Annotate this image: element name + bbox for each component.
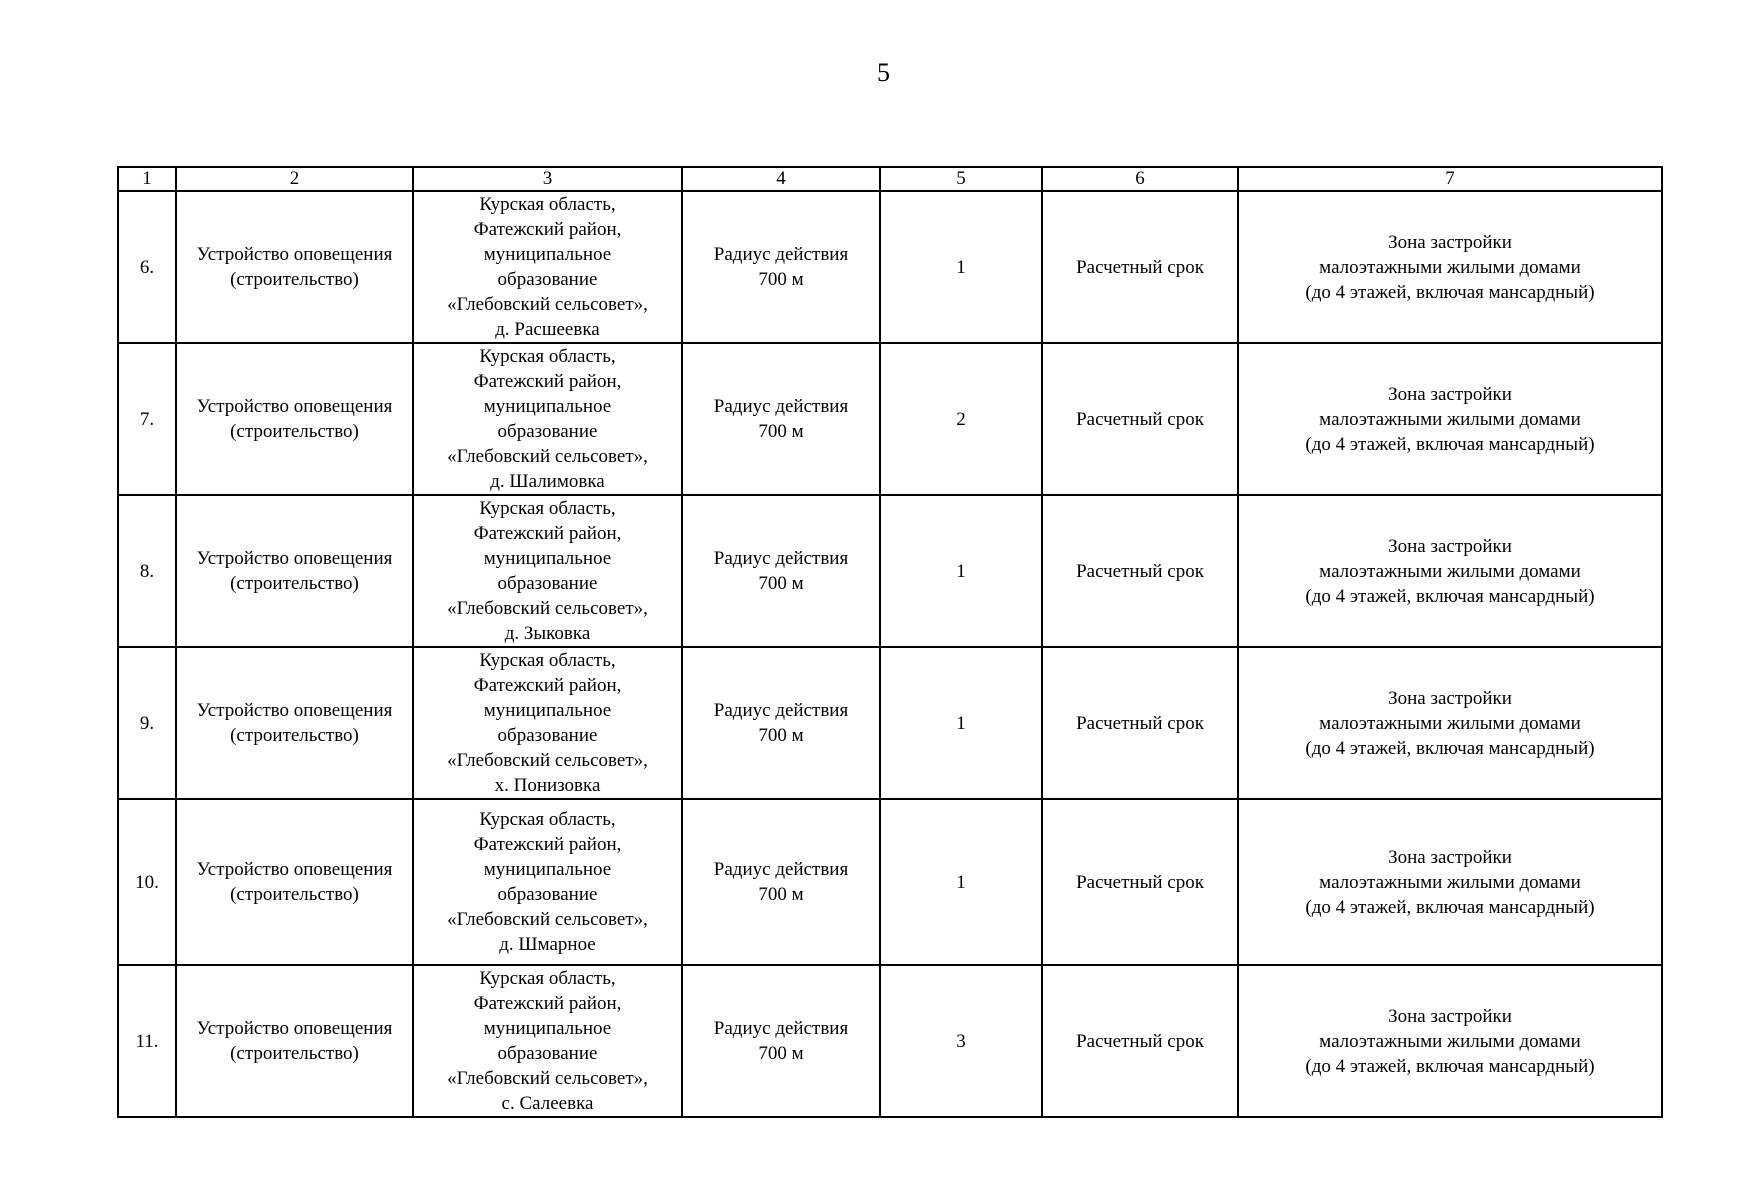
object-name: Устройство оповещения (строительство) bbox=[176, 191, 413, 343]
table-row bbox=[118, 965, 1662, 1117]
table-row bbox=[118, 343, 1662, 495]
column-header-3: 3 bbox=[413, 167, 682, 191]
table-row bbox=[118, 647, 1662, 799]
column-header-5: 5 bbox=[880, 167, 1042, 191]
implementation-term: Расчетный срок bbox=[1042, 647, 1238, 799]
object-characteristics: Радиус действия 700 м bbox=[682, 191, 880, 343]
object-characteristics: Радиус действия 700 м bbox=[682, 495, 880, 647]
implementation-term: Расчетный срок bbox=[1042, 191, 1238, 343]
row-number: 9. bbox=[118, 647, 176, 799]
column-number-row bbox=[118, 167, 1662, 191]
objects-table bbox=[117, 166, 1663, 1118]
column-header-1: 1 bbox=[118, 167, 176, 191]
row-number: 6. bbox=[118, 191, 176, 343]
object-location: Курская область, Фатежский район, муниципальное образование «Глебовский сельсовет», д. Расшеевка bbox=[413, 191, 682, 343]
object-name: Устройство оповещения (строительство) bbox=[176, 343, 413, 495]
object-quantity: 1 bbox=[880, 191, 1042, 343]
object-location: Курская область, Фатежский район, муниципальное образование «Глебовский сельсовет», д. Шмарное bbox=[413, 799, 682, 965]
functional-zone: Зона застройки малоэтажными жилыми домами (до 4 этажей, включая мансардный) bbox=[1238, 647, 1662, 799]
implementation-term: Расчетный срок bbox=[1042, 799, 1238, 965]
object-location: Курская область, Фатежский район, муниципальное образование «Глебовский сельсовет», д. Шалимовка bbox=[413, 343, 682, 495]
table-row bbox=[118, 495, 1662, 647]
implementation-term: Расчетный срок bbox=[1042, 965, 1238, 1117]
object-characteristics: Радиус действия 700 м bbox=[682, 965, 880, 1117]
object-characteristics: Радиус действия 700 м bbox=[682, 647, 880, 799]
column-header-7: 7 bbox=[1238, 167, 1662, 191]
object-name: Устройство оповещения (строительство) bbox=[176, 799, 413, 965]
object-name: Устройство оповещения (строительство) bbox=[176, 965, 413, 1117]
page-number: 5 bbox=[877, 58, 890, 87]
object-characteristics: Радиус действия 700 м bbox=[682, 343, 880, 495]
object-name: Устройство оповещения (строительство) bbox=[176, 495, 413, 647]
implementation-term: Расчетный срок bbox=[1042, 495, 1238, 647]
row-number: 7. bbox=[118, 343, 176, 495]
object-quantity: 3 bbox=[880, 965, 1042, 1117]
functional-zone: Зона застройки малоэтажными жилыми домами (до 4 этажей, включая мансардный) bbox=[1238, 965, 1662, 1117]
functional-zone: Зона застройки малоэтажными жилыми домами (до 4 этажей, включая мансардный) bbox=[1238, 343, 1662, 495]
table-row bbox=[118, 191, 1662, 343]
row-number: 11. bbox=[118, 965, 176, 1117]
implementation-term: Расчетный срок bbox=[1042, 343, 1238, 495]
object-name: Устройство оповещения (строительство) bbox=[176, 647, 413, 799]
column-header-6: 6 bbox=[1042, 167, 1238, 191]
object-quantity: 1 bbox=[880, 799, 1042, 965]
functional-zone: Зона застройки малоэтажными жилыми домами (до 4 этажей, включая мансардный) bbox=[1238, 495, 1662, 647]
object-quantity: 1 bbox=[880, 495, 1042, 647]
row-number: 10. bbox=[118, 799, 176, 965]
object-quantity: 2 bbox=[880, 343, 1042, 495]
object-quantity: 1 bbox=[880, 647, 1042, 799]
table-row bbox=[118, 799, 1662, 965]
row-number: 8. bbox=[118, 495, 176, 647]
object-location: Курская область, Фатежский район, муниципальное образование «Глебовский сельсовет», х. Понизовка bbox=[413, 647, 682, 799]
column-header-2: 2 bbox=[176, 167, 413, 191]
column-header-4: 4 bbox=[682, 167, 880, 191]
object-location: Курская область, Фатежский район, муниципальное образование «Глебовский сельсовет», с. Салеевка bbox=[413, 965, 682, 1117]
object-characteristics: Радиус действия 700 м bbox=[682, 799, 880, 965]
functional-zone: Зона застройки малоэтажными жилыми домами (до 4 этажей, включая мансардный) bbox=[1238, 799, 1662, 965]
functional-zone: Зона застройки малоэтажными жилыми домами (до 4 этажей, включая мансардный) bbox=[1238, 191, 1662, 343]
object-location: Курская область, Фатежский район, муниципальное образование «Глебовский сельсовет», д. Зыковка bbox=[413, 495, 682, 647]
